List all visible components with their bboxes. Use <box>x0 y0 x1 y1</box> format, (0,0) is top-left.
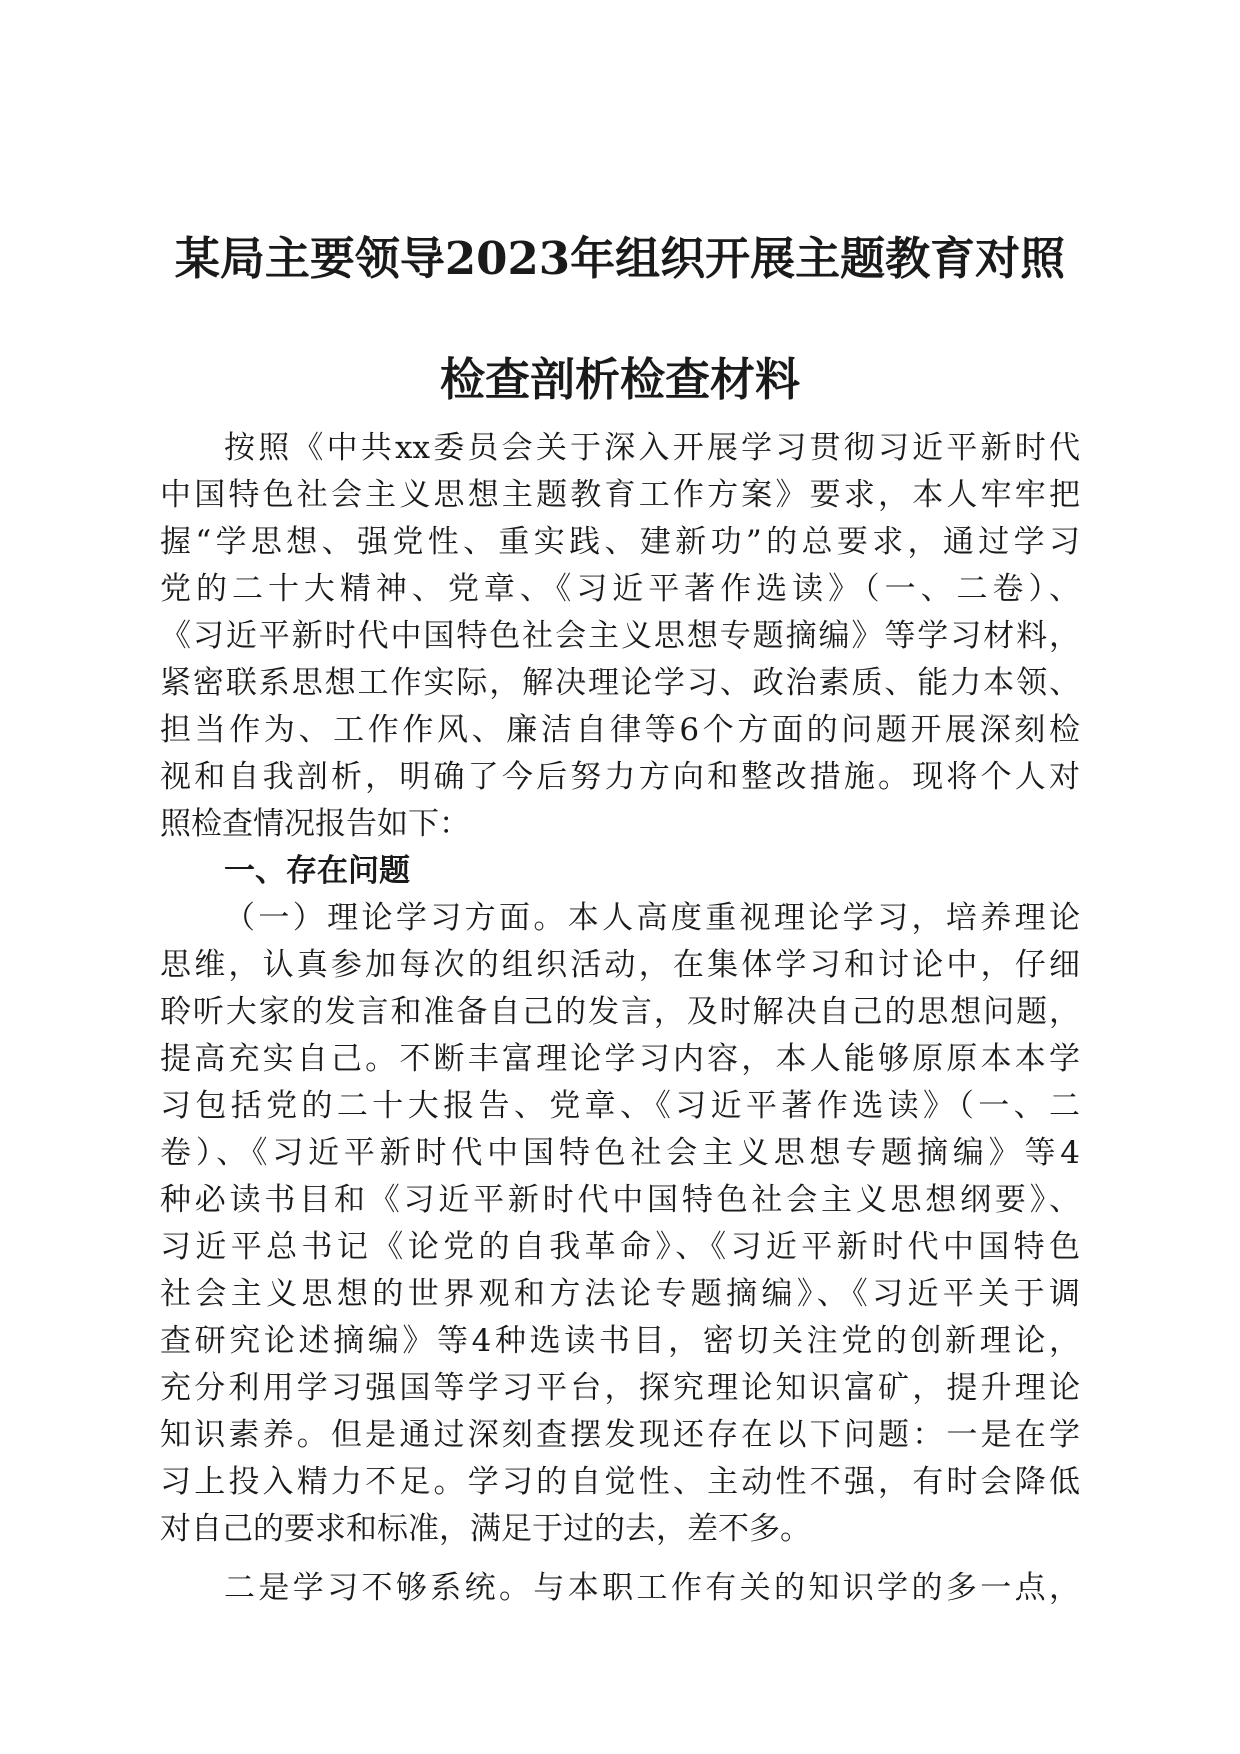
intro-paragraph <box>160 425 1080 848</box>
paragraph-line: 党的二十大精神、党章、《习近平著作选读》（一、二卷）、 <box>160 571 1080 607</box>
paragraph-line: 聆听大家的发言和准备自己的发言，及时解决自己的思想问题， <box>160 994 1080 1030</box>
paragraph-line: 紧密联系思想工作实际，解决理论学习、政治素质、能力本领、 <box>160 665 1080 701</box>
paragraph-line: 担当作为、工作作风、廉洁自律等6个方面的问题开展深刻检 <box>160 712 1080 748</box>
paragraph-line: 对自己的要求和标准，满足于过的去，差不多。 <box>160 1511 811 1547</box>
section-heading: 一、存在问题 <box>224 853 410 889</box>
paragraph-line: 社会主义思想的世界观和方法论专题摘编》、《习近平关于调 <box>160 1276 1080 1312</box>
paragraph-line: 视和自我剖析，明确了今后努力方向和整改措施。现将个人对 <box>160 759 1080 795</box>
paragraph-line: （一）理论学习方面。本人高度重视理论学习，培养理论 <box>224 900 1080 936</box>
paragraph-line: 查研究论述摘编》等4种选读书目，密切关注党的创新理论， <box>160 1323 1080 1359</box>
paragraph-line: 充分利用学习强国等学习平台，探究理论知识富矿，提升理论 <box>160 1370 1080 1406</box>
paragraph-line: 知识素养。但是通过深刻查摆发现还存在以下问题：一是在学 <box>160 1417 1080 1453</box>
paragraph-line: 握“学思想、强党性、重实践、建新功”的总要求，通过学习 <box>160 524 1080 560</box>
document-title-line-1: 某局主要领导2023年组织开展主题教育对照 <box>174 232 1066 285</box>
paragraph-line: 种必读书目和《习近平新时代中国特色社会主义思想纲要》、 <box>160 1182 1080 1218</box>
paragraph-line: 中国特色社会主义思想主题教育工作方案》要求，本人牢牢把 <box>160 477 1080 513</box>
paragraph-line: 按照《中共xx委员会关于深入开展学习贯彻习近平新时代 <box>224 430 1080 466</box>
document-title-line-2: 检查剖析检查材料 <box>439 353 800 406</box>
paragraph-line: 思维，认真参加每次的组织活动，在集体学习和讨论中，仔细 <box>160 947 1080 983</box>
paragraph-line: 《习近平新时代中国特色社会主义思想专题摘编》等学习材料， <box>160 618 1080 654</box>
paragraph-line: 习包括党的二十大报告、党章、《习近平著作选读》（一、二 <box>160 1088 1080 1124</box>
paragraph-line: 二是学习不够系统。与本职工作有关的知识学的多一点， <box>224 1570 1080 1606</box>
theory-study-paragraph <box>160 895 1080 1553</box>
document-body <box>160 425 1080 1612</box>
paragraph-line: 提高充实自己。不断丰富理论学习内容，本人能够原原本本学 <box>160 1041 1080 1077</box>
paragraph-line: 习近平总书记《论党的自我革命》、《习近平新时代中国特色 <box>160 1229 1080 1265</box>
paragraph-line: 卷）、《习近平新时代中国特色社会主义思想专题摘编》等4 <box>160 1135 1080 1171</box>
paragraph-line: 习上投入精力不足。学习的自觉性、主动性不强，有时会降低 <box>160 1464 1080 1500</box>
paragraph-line: 照检查情况报告如下： <box>160 806 470 842</box>
